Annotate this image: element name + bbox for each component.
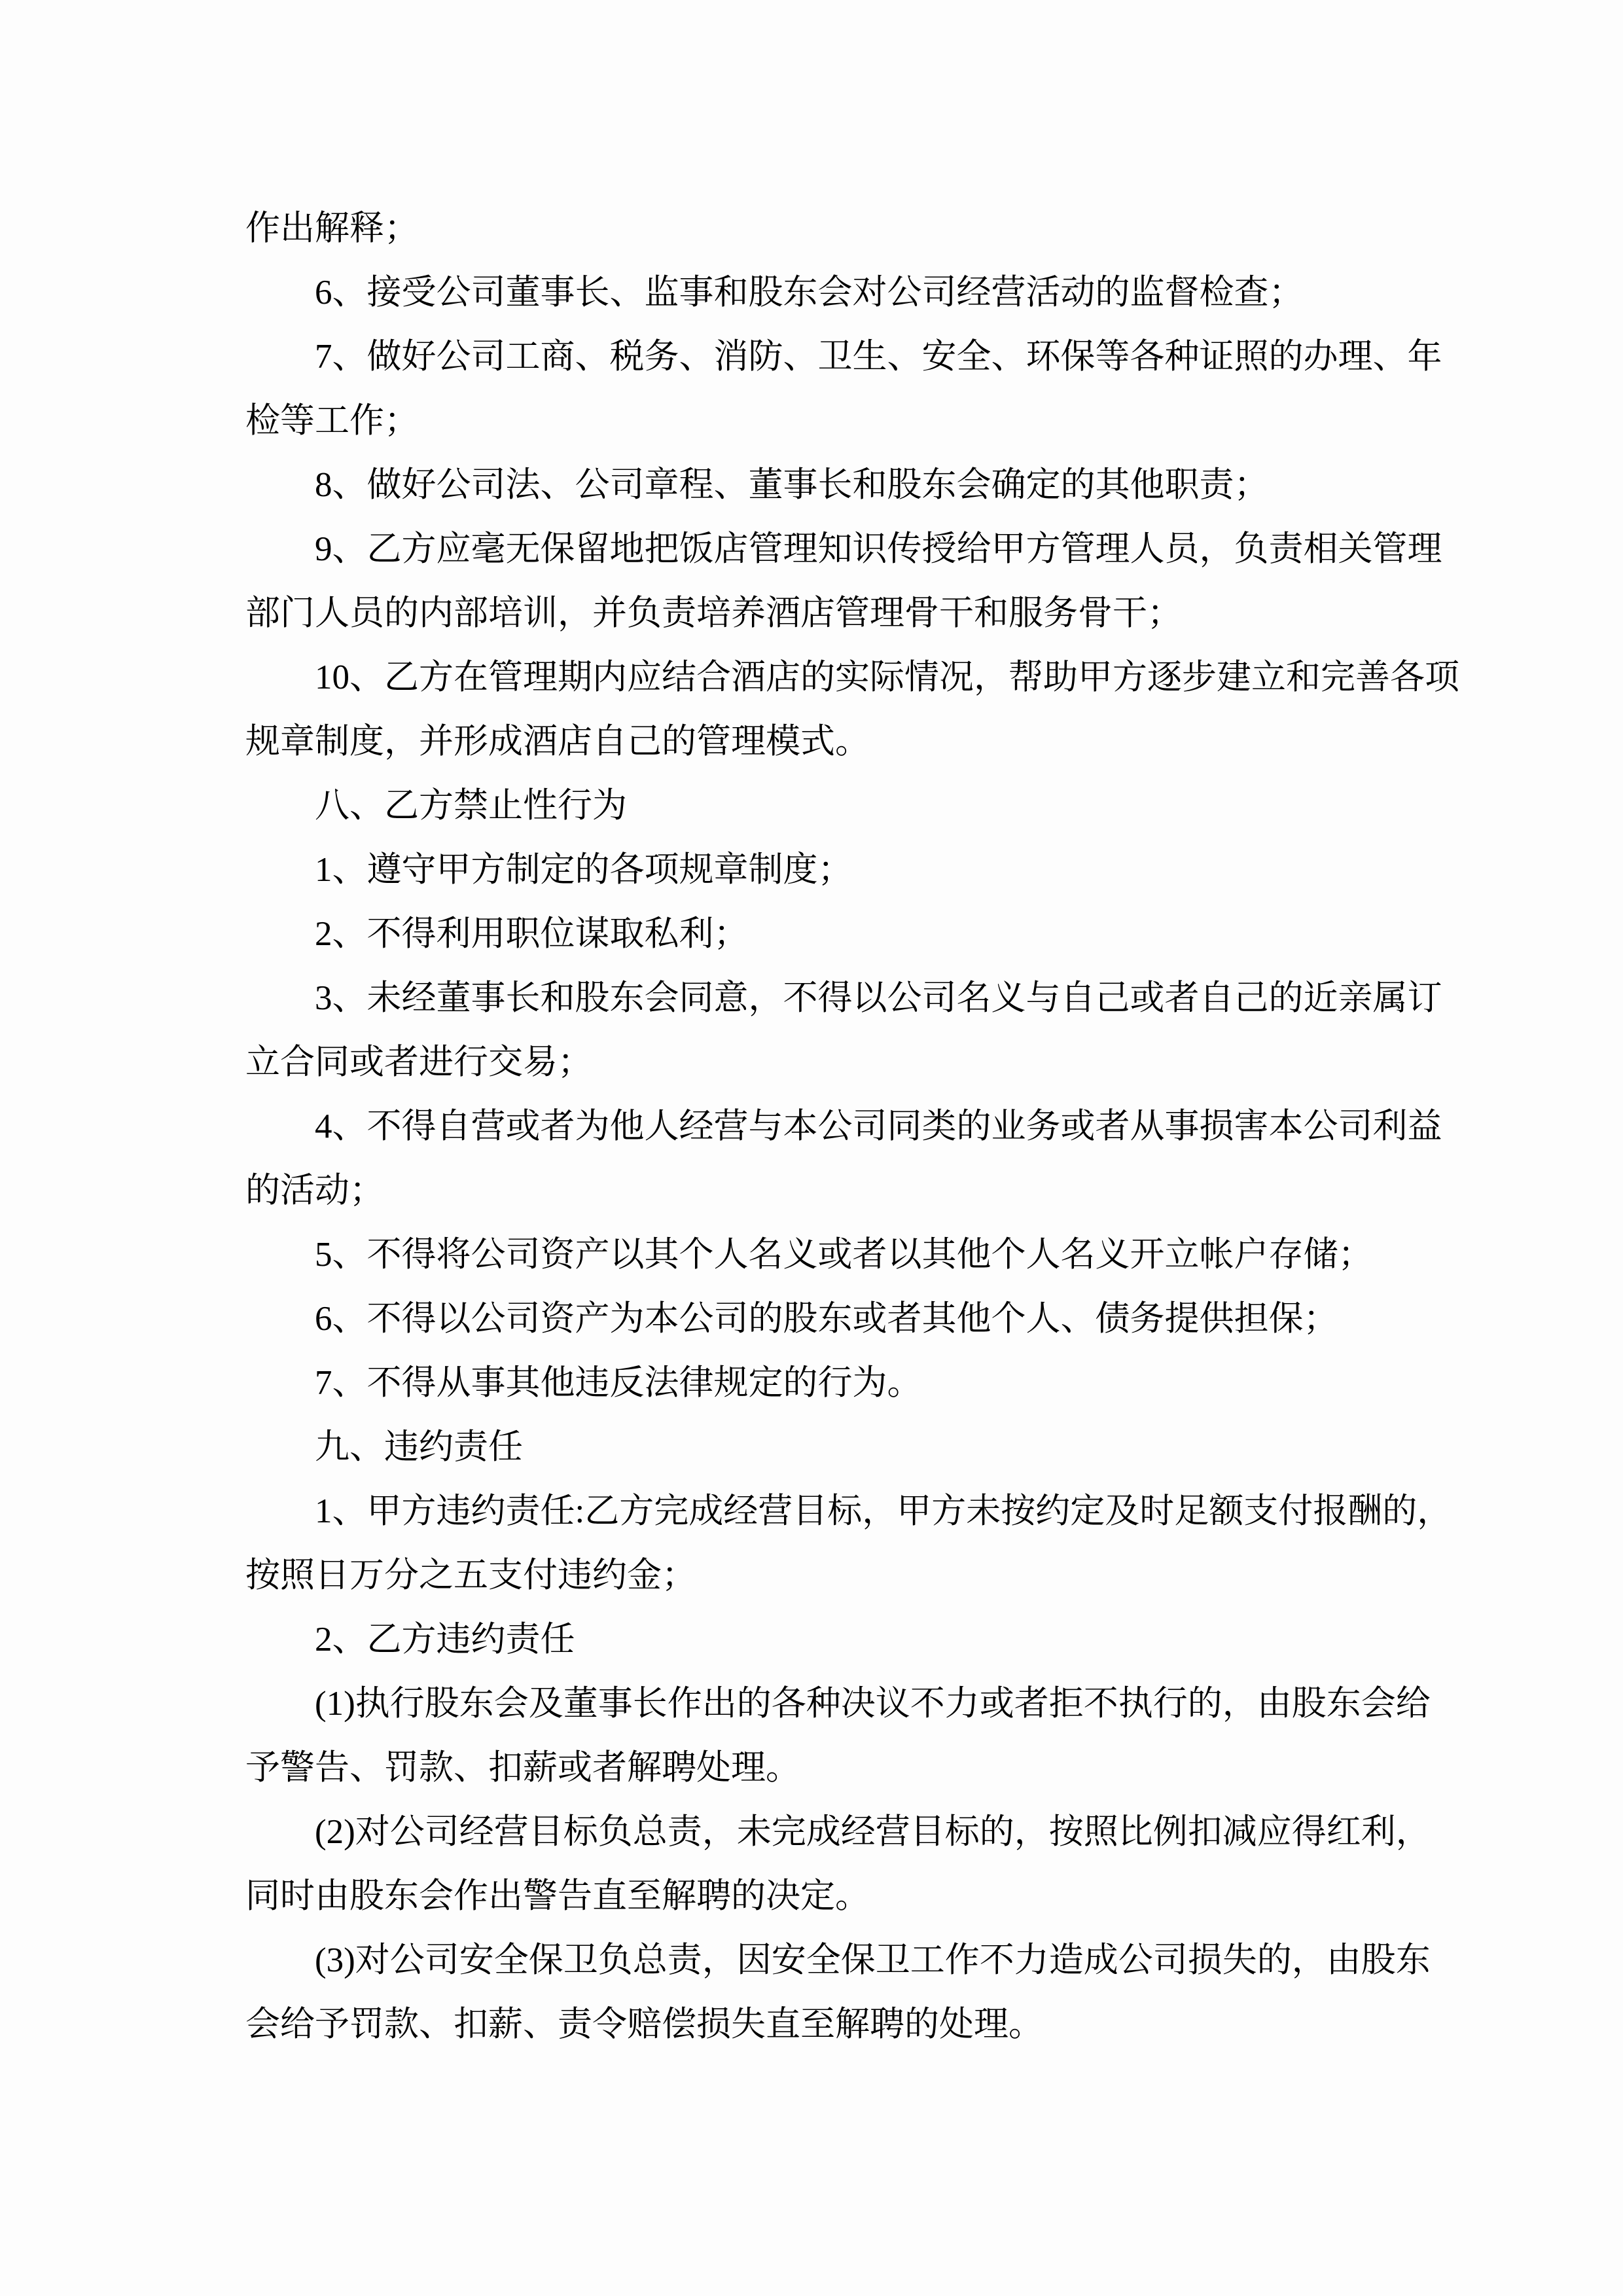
- line-text: 7、不得从事其他违反法律规定的行为。: [315, 1364, 922, 1402]
- line-text: 10、乙方在管理期内应结合酒店的实际情况，帮助甲方逐步建立和完善各项: [315, 658, 1459, 696]
- document-line: [245, 709, 1427, 774]
- line-text: 5、不得将公司资产以其个人名义或者以其他个人名义开立帐户存储；: [315, 1236, 1373, 1274]
- document-line: [245, 581, 1427, 645]
- line-text: (1)执行股东会及董事长作出的各种决议不力或者拒不执行的，由股东会给: [315, 1685, 1431, 1723]
- document-line: [245, 1158, 1427, 1223]
- line-text: 2、不得利用职位谋取私利；: [315, 915, 749, 953]
- document-line: [245, 196, 1427, 260]
- line-text: 4、不得自营或者为他人经营与本公司同类的业务或者从事损害本公司利益: [315, 1107, 1442, 1145]
- line-text: 1、甲方违约责任:乙方完成经营目标，甲方未按约定及时足额支付报酬的，: [315, 1492, 1452, 1530]
- document-line: [245, 1223, 1427, 1287]
- line-text: 2、乙方违约责任: [315, 1621, 575, 1659]
- document-line: [245, 1479, 1452, 1543]
- document-line: [245, 517, 1442, 581]
- line-text: 同时由股东会作出警告直至解聘的决定。: [245, 1877, 870, 1915]
- line-text: (3)对公司安全保卫负总责，因安全保卫工作不力造成公司损失的，由股东: [315, 1941, 1431, 1979]
- document-line: [245, 1543, 1427, 1607]
- document-line: [245, 1287, 1427, 1351]
- document-line: [245, 389, 1427, 453]
- line-text: 6、接受公司董事长、监事和股东会对公司经营活动的监督检查；: [315, 274, 1304, 312]
- document-line: [245, 1415, 1427, 1479]
- line-text: 作出解释；: [245, 209, 419, 247]
- document-line: [245, 1992, 1427, 2056]
- document-line: [245, 966, 1442, 1030]
- document-line: [245, 1351, 1427, 1415]
- line-text: 检等工作；: [245, 402, 419, 440]
- line-text: 7、做好公司工商、税务、消防、卫生、安全、环保等各种证照的办理、年: [315, 338, 1442, 376]
- line-text: 9、乙方应毫无保留地把饭店管理知识传授给甲方管理人员，负责相关管理: [315, 530, 1442, 568]
- line-text: 8、做好公司法、公司章程、董事长和股东会确定的其他职责；: [315, 466, 1269, 504]
- document-line: [245, 453, 1427, 517]
- document-line: [245, 838, 1427, 902]
- line-text: 按照日万分之五支付违约金；: [245, 1556, 696, 1594]
- line-text: (2)对公司经营目标负总责，未完成经营目标的，按照比例扣减应得红利，: [315, 1813, 1431, 1851]
- line-text: 的活动；: [245, 1172, 384, 1210]
- document-line: [245, 1607, 1427, 1672]
- line-text: 3、未经董事长和股东会同意，不得以公司名义与自己或者自己的近亲属订: [315, 979, 1442, 1017]
- document-line: [245, 1030, 1427, 1094]
- document-line: [245, 1800, 1431, 1864]
- line-text: 九、违约责任: [315, 1428, 523, 1466]
- line-text: 予警告、罚款、扣薪或者解聘处理。: [245, 1749, 800, 1787]
- document-line: [245, 1094, 1442, 1158]
- line-text: 八、乙方禁止性行为: [315, 787, 627, 825]
- line-text: 立合同或者进行交易；: [245, 1043, 592, 1081]
- document-line: [245, 1672, 1431, 1736]
- line-text: 会给予罚款、扣薪、责令赔偿损失直至解聘的处理。: [245, 2005, 1043, 2043]
- document-line: [245, 902, 1427, 966]
- document-line: [245, 1736, 1427, 1800]
- line-text: 6、不得以公司资产为本公司的股东或者其他个人、债务提供担保；: [315, 1300, 1338, 1338]
- document-line: [245, 1928, 1431, 1992]
- line-text: 1、遵守甲方制定的各项规章制度；: [315, 851, 853, 889]
- document-line: [245, 1864, 1427, 1928]
- document-line: [245, 645, 1459, 709]
- document-line: [245, 774, 1427, 838]
- document-line: [245, 325, 1442, 389]
- line-text: 部门人员的内部培训，并负责培养酒店管理骨干和服务骨干；: [245, 594, 1182, 632]
- line-text: 规章制度，并形成酒店自己的管理模式。: [245, 723, 870, 761]
- document-line: [245, 260, 1427, 325]
